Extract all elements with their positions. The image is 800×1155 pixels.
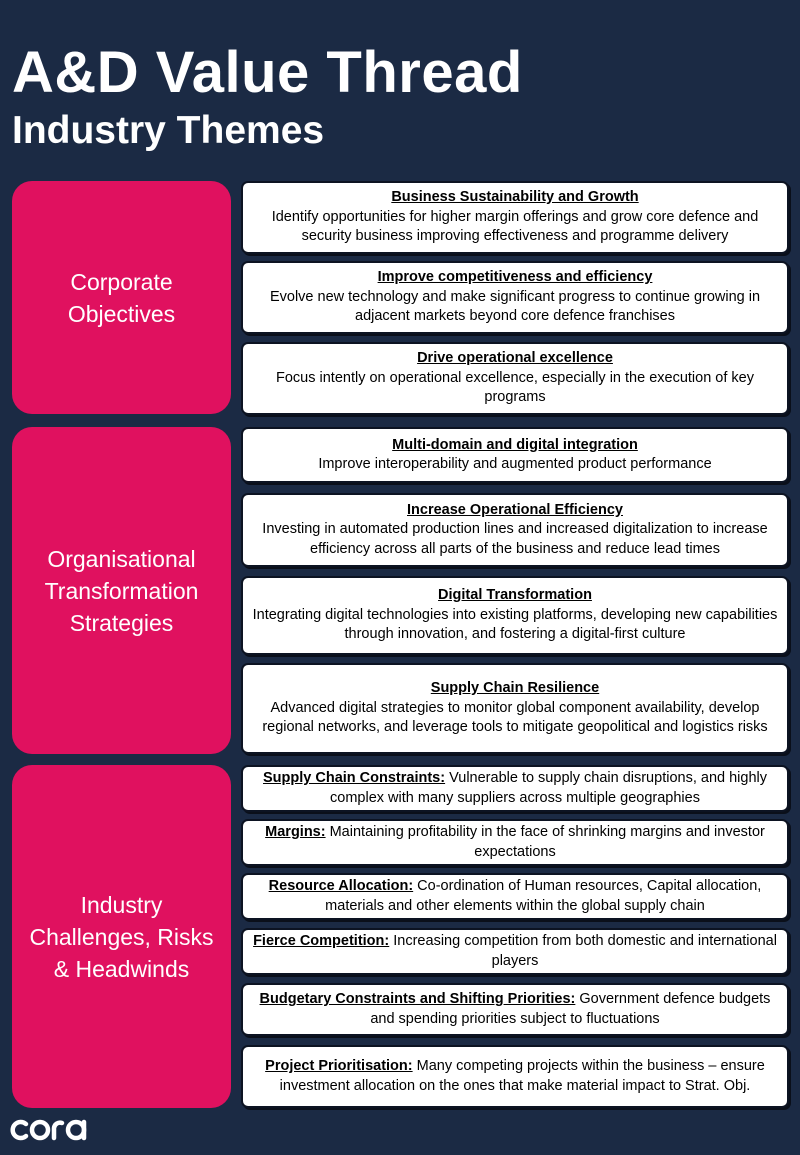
theme-card: [241, 261, 789, 334]
challenge-card: [241, 819, 789, 866]
challenge-title: Project Prioritisation:: [265, 1058, 413, 1074]
theme-card: [241, 493, 789, 567]
theme-card-body: Improve interoperability and augmented product performance: [318, 456, 712, 472]
challenge-body: Increasing competition from both domestic and international players: [389, 933, 777, 969]
cora-logo: [10, 1112, 94, 1146]
theme-card-body: Advanced digital strategies to monitor global component availability, develop regional networks, and leverage tools to mitigate geopolitical and logistics risks: [262, 699, 768, 736]
challenge-body: Government defence budgets and spending priorities subject to fluctuations: [370, 991, 771, 1027]
section-label-text: Corporate Objectives: [67, 268, 176, 327]
page-title: A&D Value Thread: [12, 40, 523, 105]
challenge-title: Resource Allocation:: [268, 878, 414, 894]
theme-card-title: Increase Operational Efficiency: [407, 501, 623, 518]
challenge-card: [241, 873, 789, 920]
challenge-card: [241, 1045, 789, 1108]
section-label-text: Industry Challenges, Risks & Headwinds: [29, 891, 214, 982]
theme-card: [241, 181, 789, 254]
section-label-industry-challenges: [12, 765, 231, 1108]
theme-card-body: Integrating digital technologies into existing platforms, developing new capabilities through innovation, and fostering a digital-first culture: [252, 606, 778, 643]
section-label-text: Organisational Transformation Strategies: [44, 545, 199, 636]
theme-card-title: Digital Transformation: [438, 587, 592, 604]
theme-card: [241, 663, 789, 754]
theme-card-body: Identify opportunities for higher margin offerings and grow core defence and security business improving effectiveness and programme delivery: [271, 208, 759, 245]
challenge-title: Margins:: [265, 824, 326, 840]
challenge-card: [241, 928, 789, 975]
theme-card-body: Investing in automated production lines and increased digitalization to increase efficiency across all parts of the business and reduce lead times: [262, 521, 768, 557]
theme-card-title: Supply Chain Resilience: [430, 680, 600, 697]
theme-card: [241, 576, 789, 655]
section-label-corporate-objectives: [12, 181, 231, 414]
theme-card-body: Focus intently on operational excellence, especially in the execution of key programs: [276, 369, 754, 406]
challenge-title: Fierce Competition:: [253, 933, 390, 949]
challenge-title: Supply Chain Constraints:: [263, 770, 446, 786]
theme-card-title: Drive operational excellence: [417, 350, 613, 367]
challenge-body: Many competing projects within the business – ensure investment allocation on the ones that make material impact to Strat. Obj.: [279, 1058, 765, 1094]
theme-card-title: Multi-domain and digital integration: [392, 436, 638, 453]
challenge-card: [241, 765, 789, 812]
section-label-transformation-strategies: [12, 427, 231, 754]
page-subtitle: Industry Themes: [12, 109, 325, 152]
theme-card: [241, 342, 789, 415]
theme-card-body: Evolve new technology and make significant progress to continue growing in adjacent markets beyond core defence franchises: [269, 288, 761, 325]
challenge-body: Co-ordination of Human resources, Capital allocation, materials and other elements within the global supply chain: [325, 878, 762, 914]
challenge-title: Budgetary Constraints and Shifting Priorities:: [259, 991, 576, 1007]
challenge-body: Maintaining profitability in the face of shrinking margins and investor expectations: [325, 824, 765, 860]
theme-card-title: Improve competitiveness and efficiency: [377, 269, 653, 286]
challenge-body: Vulnerable to supply chain disruptions, and highly complex with many suppliers across multiple geographies: [330, 770, 767, 806]
challenge-card: [241, 983, 789, 1036]
theme-card: [241, 427, 789, 483]
theme-card-title: Business Sustainability and Growth: [391, 189, 639, 206]
